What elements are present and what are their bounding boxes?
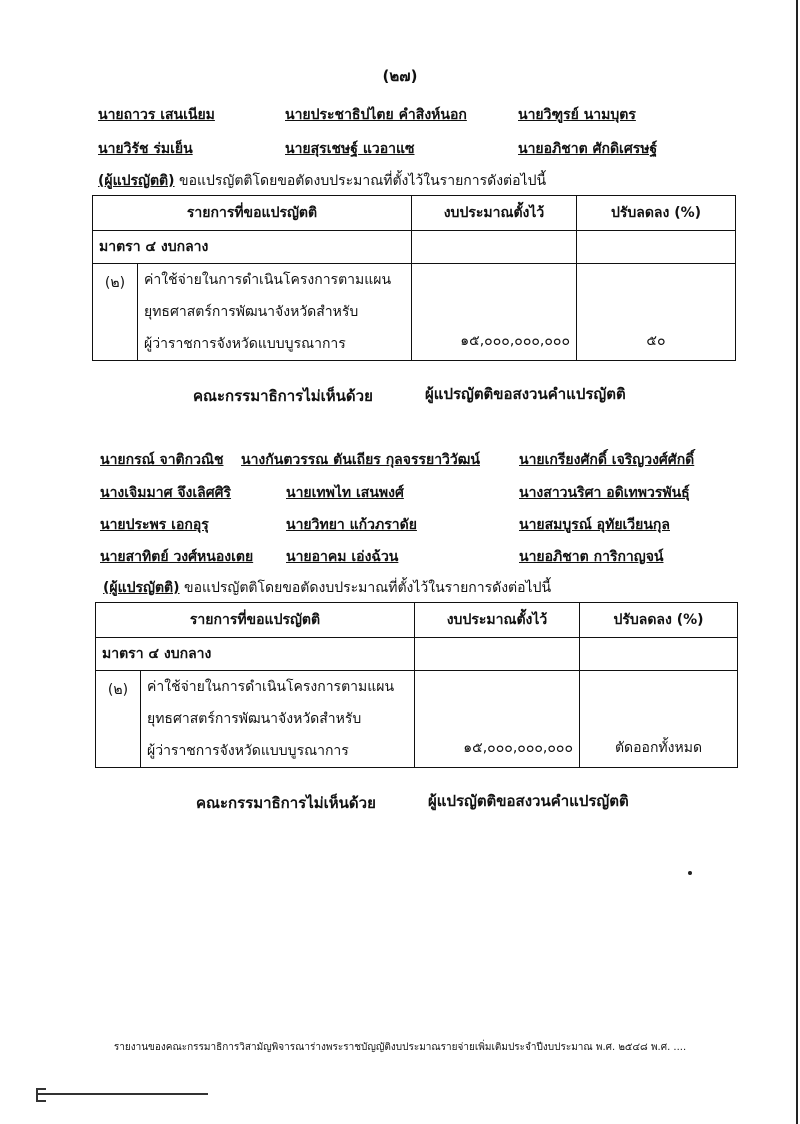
amender-label: (ผู้แปรญัตติ) [98,173,175,189]
budget-amount: ๑๕,๐๐๐,๐๐๐,๐๐๐ [412,264,577,361]
amender-name: นายสาทิตย์ วงศ์หนองเตย [100,549,254,565]
amender-name: นายอาคม เอ่งฉ้วน [286,549,399,565]
amendment-intro [103,577,551,599]
header-reduction: ปรับลดลง (%) [580,603,738,638]
amendment-intro [98,170,546,192]
amender-name: นายอภิชาต ศักดิเศรษฐ์ [518,141,658,157]
amender-name: นายสุรเชษฐ์ แวอาแซ [285,141,415,157]
item-number: (๒) [96,671,141,768]
amender-name: นายถาวร เสนเนียม [98,107,215,123]
item-number: (๒) [93,264,138,361]
committee-verdict: คณะกรรมาธิการไม่เห็นด้วย [196,794,376,812]
amender-name: นายวิฑูรย์ นามบุตร [518,107,636,123]
amender-name: นางกันตวรรณ ตันเถียร กุลจรรยาวิวัฒน์ [241,452,480,468]
amender-name: นายประพร เอกอุรุ [100,517,209,533]
description-line: ค่าใช้จ่ายในการดำเนินโครงการตามแผน [144,272,392,288]
amender-label: (ผู้แปรญัตติ) [103,580,180,596]
header-item: รายการที่ขอแปรญัตติ [96,603,415,638]
amender-reservation: ผู้แปรญัตติขอสงวนคำแปรญัตติ [428,792,629,810]
intro-text: ขอแปรญัตติโดยขอตัดงบประมาณที่ตั้งไว้ในรายการดังต่อไปนี้ [174,173,547,189]
amender-name: นายวิรัช ร่มเย็น [98,141,193,157]
amender-name: นายกรณ์ จาติกวณิช [100,452,224,468]
empty-cell [577,231,736,264]
page-number: (๒๗) [382,67,418,85]
header-reduction: ปรับลดลง (%) [577,196,736,231]
description-line: ค่าใช้จ่ายในการดำเนินโครงการตามแผน [147,679,395,695]
amender-name: นายสมบูรณ์ อุทัยเวียนกุล [519,517,670,533]
header-item: รายการที่ขอแปรญัตติ [93,196,412,231]
reduction-value: ๕๐ [577,264,736,361]
amender-name: นายเทพไท เสนพงศ์ [286,485,404,501]
section-label: มาตรา ๔ งบกลาง [93,231,412,264]
reduction-value: ตัดออกทั้งหมด [580,671,738,768]
amendment-table [92,195,736,361]
item-description [141,671,415,768]
page-edge-line [796,0,798,1124]
description-line: ผู้ว่าราชการจังหวัดแบบบูรณาการ [147,743,349,759]
header-budget: งบประมาณตั้งไว้ [412,196,577,231]
empty-cell [415,638,580,671]
amender-name: นายอภิชาต การิกาญจน์ [519,549,664,565]
committee-verdict: คณะกรรมาธิการไม่เห็นด้วย [193,387,373,405]
empty-cell [412,231,577,264]
description-line: ยุทธศาสตร์การพัฒนาจังหวัดสำหรับ [147,711,362,727]
section-label: มาตรา ๔ งบกลาง [96,638,415,671]
amender-name: นางสาวนริศา อดิเทพวรพันธุ์ [519,485,690,501]
scan-speck [688,871,692,875]
amender-reservation: ผู้แปรญัตติขอสงวนคำแปรญัตติ [425,385,626,403]
header-budget: งบประมาณตั้งไว้ [415,603,580,638]
description-line: ผู้ว่าราชการจังหวัดแบบบูรณาการ [144,336,346,352]
description-line: ยุทธศาสตร์การพัฒนาจังหวัดสำหรับ [144,304,359,320]
amender-name: นายเกรียงศักดิ์ เจริญวงศ์ศักดิ์ [519,452,695,468]
amender-name: นายวิทยา แก้วภราดัย [286,517,417,533]
intro-text: ขอแปรญัตติโดยขอตัดงบประมาณที่ตั้งไว้ในรายการดังต่อไปนี้ [179,580,552,596]
scan-line [38,1093,208,1095]
budget-amount: ๑๕,๐๐๐,๐๐๐,๐๐๐ [415,671,580,768]
empty-cell [580,638,738,671]
item-description [138,264,412,361]
scan-mark [36,1088,46,1102]
page-footer: รายงานของคณะกรรมาธิการวิสามัญพิจารณาร่างพระราชบัญญัติงบประมาณรายจ่ายเพิ่มเติมประจำปีงบประมาณ พ.ศ. ๒๕๔๘ พ.ศ. .... [113,1042,687,1053]
amender-name: นายประชาธิปไตย คำสิงห์นอก [285,107,467,123]
amendment-table [95,602,738,768]
amender-name: นางเจิมมาศ จึงเลิศศิริ [100,485,232,501]
